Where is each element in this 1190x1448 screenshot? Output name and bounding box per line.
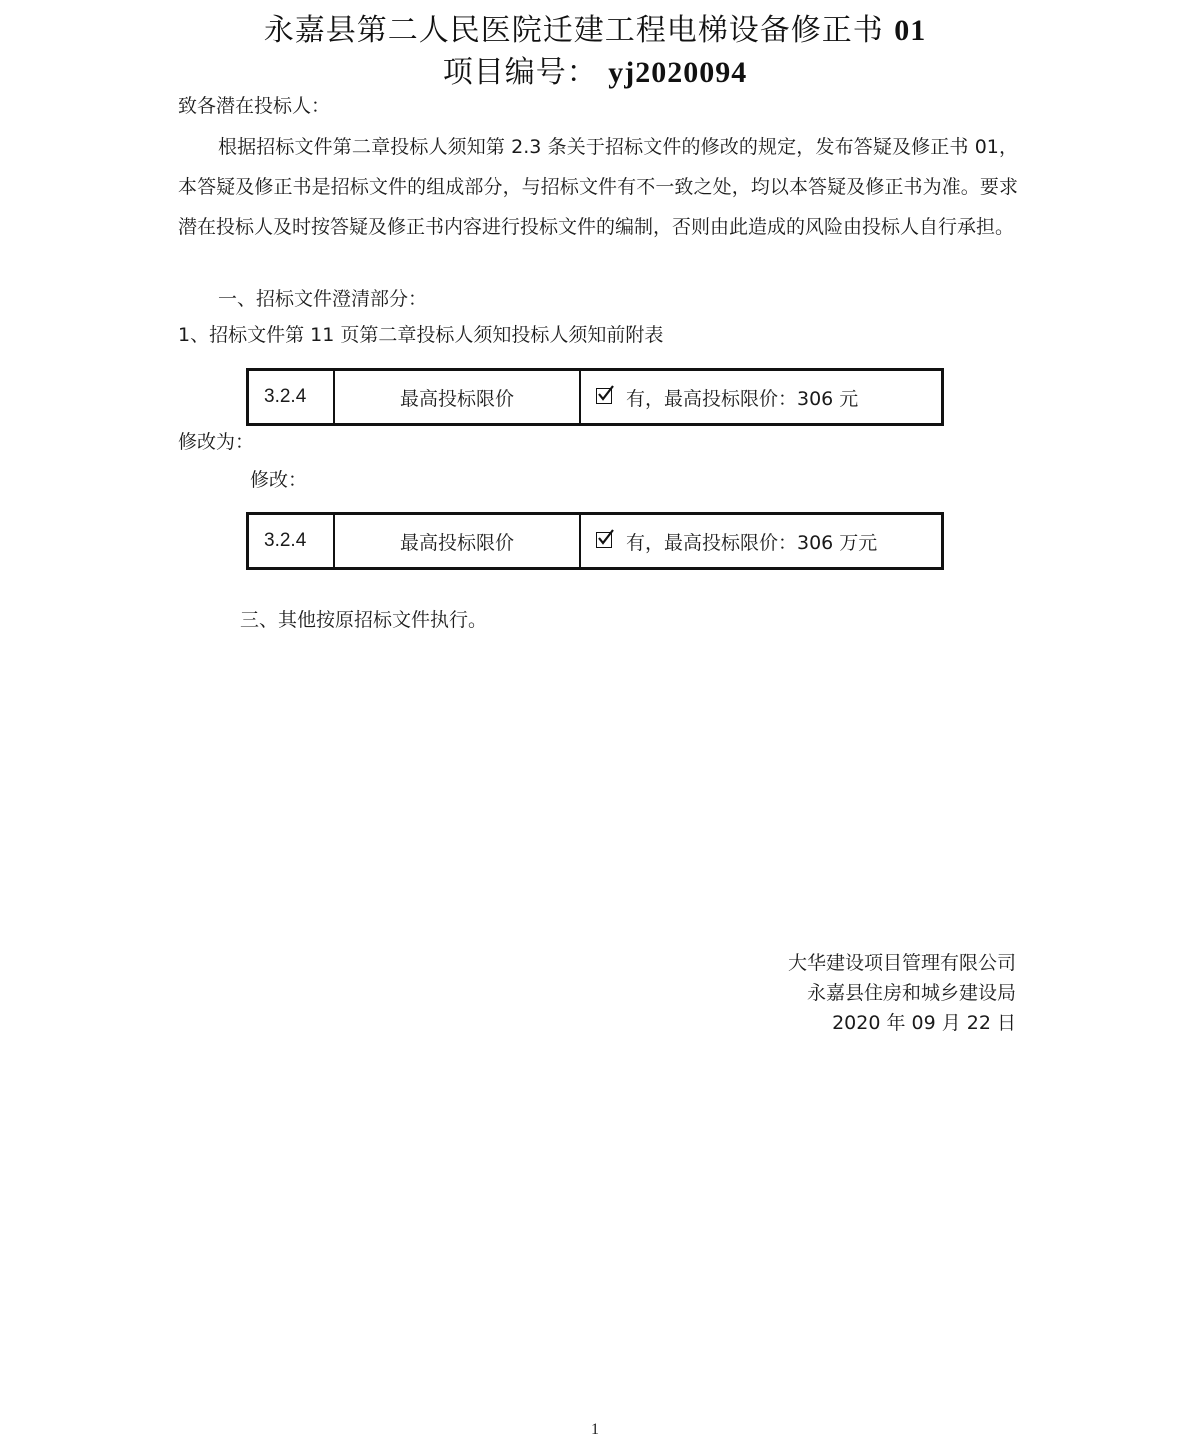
project-number-value: yj2020094 <box>608 56 748 89</box>
modified-row-value-cell <box>581 515 941 567</box>
document-title <box>0 5 1190 49</box>
modified-row-value: 有，最高投标限价：306 万元 <box>626 531 878 554</box>
document-title-text: 永嘉县第二人民医院迁建工程电梯设备修正书 <box>263 13 884 48</box>
item-one-text: 1、招标文件第 11 页第二章投标人须知投标人须知前附表 <box>178 324 664 346</box>
section-one-heading: 一、招标文件澄清部分： <box>218 288 428 310</box>
modified-price-table <box>246 512 944 570</box>
intro-paragraph: 根据招标文件第二章投标人须知第 2.3 条关于招标文件的修改的规定，发布答疑及修正书 01，本答疑及修正书是招标文件的组成部分，与招标文件有不一致之处，均以本答疑及修正书为准。要求潜在投标人及时按答疑及修正书内容进行投标文件的编制，否则由此造成的风险由投标人自行承担。 <box>178 136 1018 238</box>
page-number: 1 <box>591 1421 599 1438</box>
signature-org-1: 大华建设项目管理有限公司 <box>787 952 1016 974</box>
signature-org-2: 永嘉县住房和城乡建设局 <box>806 982 1016 1004</box>
document-title-number: 01 <box>894 14 927 47</box>
checked-box-icon <box>596 388 612 404</box>
section-three-text: 三、其他按原招标文件执行。 <box>240 609 488 631</box>
changed-to-label: 修改为： <box>178 431 255 453</box>
salutation: 致各潜在投标人： <box>178 95 331 117</box>
original-row-value-cell <box>581 371 941 423</box>
modified-row-name: 最高投标限价 <box>335 515 581 567</box>
checked-box-icon <box>596 532 612 548</box>
project-number-line <box>0 47 1190 91</box>
modify-label: 修改： <box>250 469 308 491</box>
signature-date: 2020 年 09 月 22 日 <box>832 1012 1016 1034</box>
original-row-name: 最高投标限价 <box>335 371 581 423</box>
original-row-code: 3.2.4 <box>249 371 335 423</box>
project-number-label: 项目编号： <box>442 55 598 90</box>
original-row-value: 有，最高投标限价：306 元 <box>626 387 859 410</box>
modified-row-code: 3.2.4 <box>249 515 335 567</box>
original-price-table <box>246 368 944 426</box>
